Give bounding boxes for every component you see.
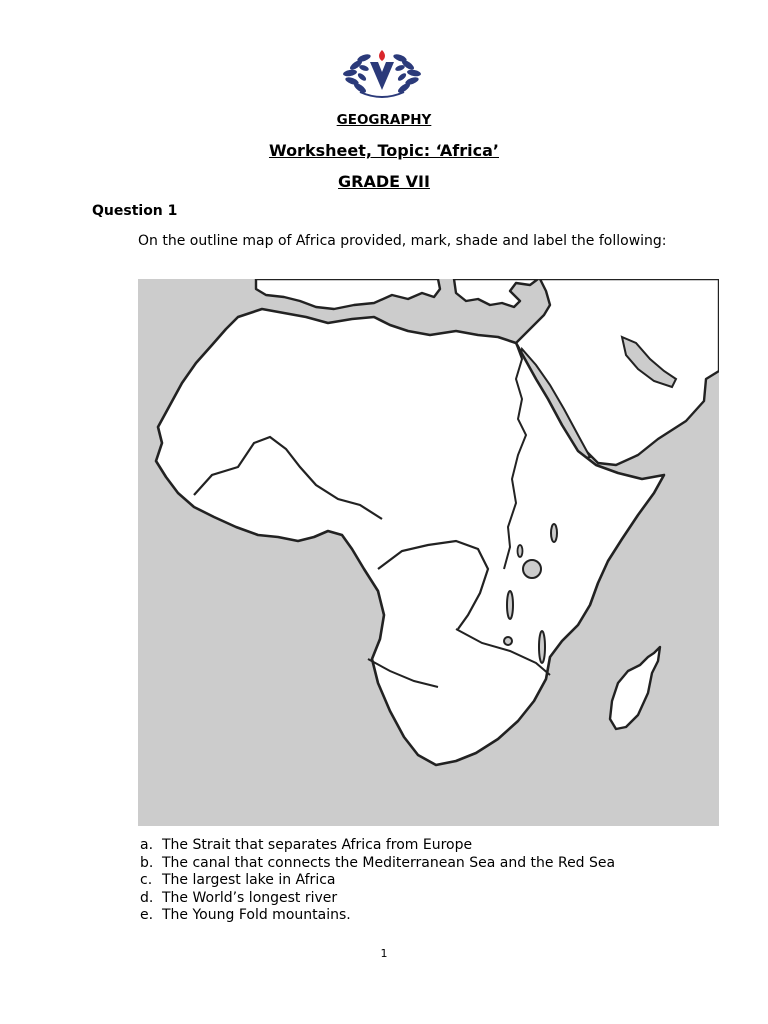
list-item xyxy=(140,855,615,873)
africa-outline-map xyxy=(138,279,719,826)
list-item-letter: e. xyxy=(140,907,154,923)
list-item-letter: c. xyxy=(140,872,153,888)
school-crest-icon xyxy=(340,46,424,100)
task-list xyxy=(140,837,615,925)
list-item xyxy=(140,890,615,908)
list-item xyxy=(140,907,615,925)
list-item xyxy=(140,837,615,855)
list-item-text: The canal that connects the Mediterranean Sea and the Red Sea xyxy=(162,854,616,871)
lake-victoria xyxy=(523,560,541,578)
list-item-text: The Strait that separates Africa from Europe xyxy=(162,837,473,853)
list-item-letter: b. xyxy=(140,854,154,871)
lake-tanganyika xyxy=(507,591,513,619)
lake-turkana xyxy=(551,524,557,542)
grade-heading: GRADE VII xyxy=(338,172,430,191)
question-instruction: On the outline map of Africa provided, mark, shade and label the following: xyxy=(138,233,667,249)
list-item-text: The Young Fold mountains. xyxy=(162,907,351,923)
list-item xyxy=(140,872,615,890)
lake-mweru xyxy=(504,637,512,645)
lake-malawi xyxy=(539,631,545,663)
list-item-letter: a. xyxy=(140,837,154,853)
question-label: Question 1 xyxy=(92,203,178,219)
page-number: 1 xyxy=(380,947,388,960)
worksheet-title: Worksheet, Topic: ‘Africa’ xyxy=(268,141,499,160)
list-item-letter: d. xyxy=(140,889,154,906)
list-item-text: The largest lake in Africa xyxy=(162,872,336,888)
list-item-text: The World’s longest river xyxy=(162,889,338,906)
lake-albert xyxy=(518,545,523,557)
subject-heading: GEOGRAPHY xyxy=(336,112,432,128)
